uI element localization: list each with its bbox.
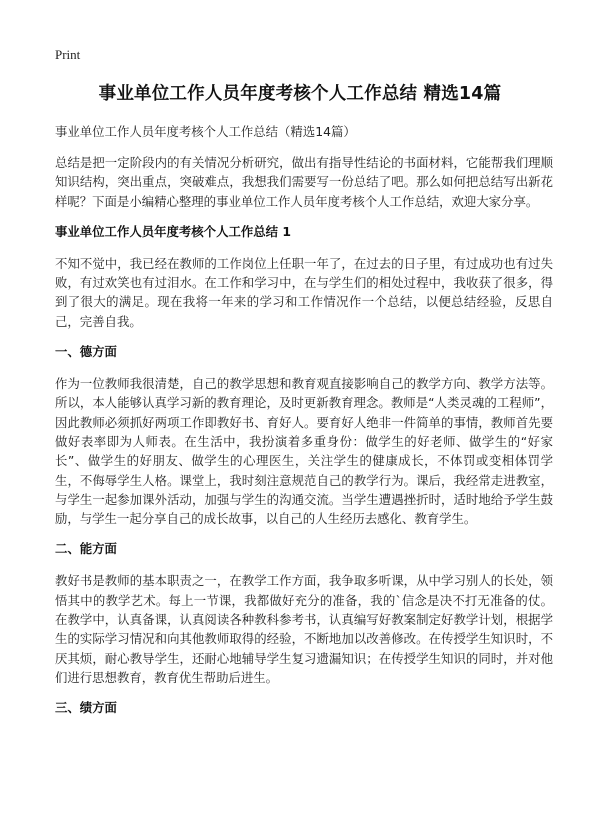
document-title: 事业单位工作人员年度考核个人工作总结 精选14篇 [98,84,502,104]
print-link[interactable]: Print [55,47,81,62]
paragraph-de: 作为一位教师我很清楚，自己的教学思想和教育观直接影响自己的教学方向、教学方法等。所以，本人能够认真学习新的教育理论，及时更新教育理念。教师是“人类灵魂的工程师”，因此教师必须抓好两项工作即教好书、育好人。要育好人绝非一件简单的事情，教师首先要做好表率即为人师表。在生活中，我扮演着多重身份：做学生的好老师、做学生的“好家长”、做学生的好朋友、做学生的心理医生，关注学生的健康成长，不体罚或变相体罚学生，不侮辱学生人格。课堂上，我时刻注意规范自己的教学行为。课后，我经常走进教室，与学生一起参加课外活动，加强与学生的沟通交流。当学生遭遇挫折时，适时地给予学生鼓励，与学生一起分享自己的成长故事，以自己的人生经历去感化、教育学生。 [55,376,553,527]
heading-ji: 三、绩方面 [55,700,117,716]
heading-de: 一、德方面 [55,344,117,360]
intro-paragraph: 总结是把一定阶段内的有关情况分析研究，做出有指导性结论的书面材料，它能帮我们理顺知识结构，突出重点，突破难点，我想我们需要写一份总结了吧。那么如何把总结写出新花样呢？下面是小编精心整理的事业单位工作人员年度考核个人工作总结，欢迎大家分享。 [55,155,553,209]
document-subtitle: 事业单位工作人员年度考核个人工作总结（精选14篇） [55,124,356,139]
paragraph-neng: 教好书是教师的基本职责之一，在教学工作方面，我争取多听课，从中学习别人的长处，领悟其中的教学艺术。每上一节课，我都做好充分的准备，我的`信念是决不打无准备的仗。在教学中，认真备课，认真阅读各种教科参考书，认真编写好教案制定好教学计划，根据学生的实际学习情况和向其他教师取得的经验，不断地加以改善修改。在传授学生知识时，不厌其烦，耐心教导学生，还耐心地辅导学生复习遗漏知识；在传授学生知识的同时，并对他们进行思想教育，教育优生帮助后进生。 [55,573,553,685]
section-1-heading: 事业单位工作人员年度考核个人工作总结 1 [55,223,291,239]
heading-neng: 二、能方面 [55,541,117,557]
document-body [55,123,553,730]
section-1-paragraph: 不知不觉中，我已经在教师的工作岗位上任职一年了，在过去的日子里，有过成功也有过失败，有过欢笑也有过泪水。在工作和学习中，在与学生们的相处过程中，我收获了很多，得到了很大的满足。现在我将一年来的学习和工作情况作一个总结，以便总结经验，反思自己，完善自我。 [55,255,553,329]
